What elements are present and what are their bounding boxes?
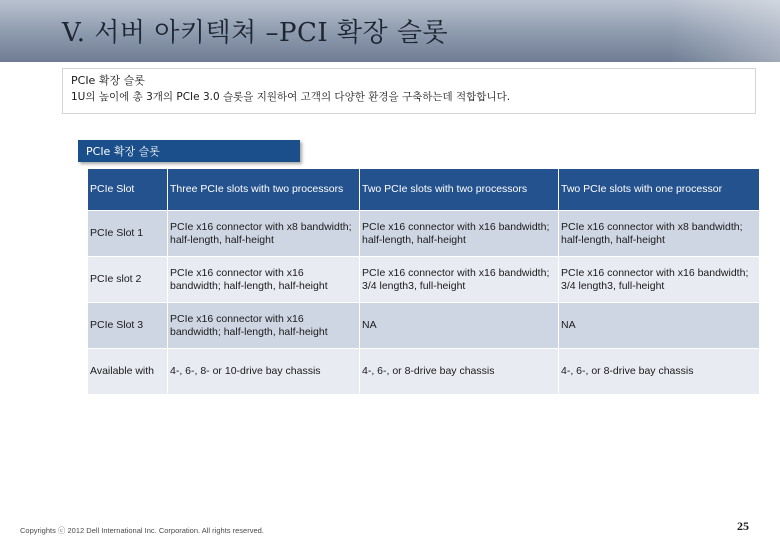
row-label: PCIe Slot 1 [88,211,168,257]
header-cell-config-3: Two PCIe slots with one processor [559,169,760,211]
table-cell: NA [360,303,559,349]
table-cell: PCIe x16 connector with x16 bandwidth; 3/4 length3, full-height [360,257,559,303]
page-number: 25 [737,519,749,533]
header-cell-config-1: Three PCIe slots with two processors [168,169,360,211]
table-cell: PCIe x16 connector with x16 bandwidth; half-length, half-height [360,211,559,257]
table-cell: 4-, 6-, 8- or 10-drive bay chassis [168,349,360,395]
table-cell: 4-, 6-, or 8-drive bay chassis [360,349,559,395]
slide-title: V. 서버 아키텍쳐 –PCI 확장 슬롯 [62,18,449,48]
table-cell: PCIe x16 connector with x16 bandwidth; half-length, half-height [168,257,360,303]
section-tab [78,140,300,162]
row-label: PCIe Slot 3 [88,303,168,349]
table-cell: PCIe x16 connector with x8 bandwidth; half-length, half-height [559,211,760,257]
copyright-notice: Copyrights ⓒ 2012 Dell International Inc. Corporation. All rights reserved. [20,526,264,535]
intro-box [62,68,756,114]
intro-title: PCIe 확장 슬롯 [71,74,145,87]
intro-description: 1U의 높이에 총 3개의 PCIe 3.0 슬롯을 지원하여 고객의 다양한 환경을 구축하는데 적합합니다. [71,91,511,103]
table-row [88,349,760,395]
table-row [88,303,760,349]
table-cell: NA [559,303,760,349]
table-cell: PCIe x16 connector with x16 bandwidth; half-length, half-height [168,303,360,349]
table-row [88,257,760,303]
header-cell-slot: PCIe Slot [88,169,168,211]
pcie-slot-table [87,168,760,395]
row-label: PCIe slot 2 [88,257,168,303]
title-bar-highlight [670,0,780,62]
table-header-row [88,169,760,211]
table-cell: 4-, 6-, or 8-drive bay chassis [559,349,760,395]
table-cell: PCIe x16 connector with x8 bandwidth; half-length, half-height [168,211,360,257]
header-cell-config-2: Two PCIe slots with two processors [360,169,559,211]
table-cell: PCIe x16 connector with x16 bandwidth; 3/4 length3, full-height [559,257,760,303]
title-bar [0,0,780,62]
section-tab-label: PCIe 확장 슬롯 [86,145,160,158]
row-label: Available with [88,349,168,395]
table-row [88,211,760,257]
